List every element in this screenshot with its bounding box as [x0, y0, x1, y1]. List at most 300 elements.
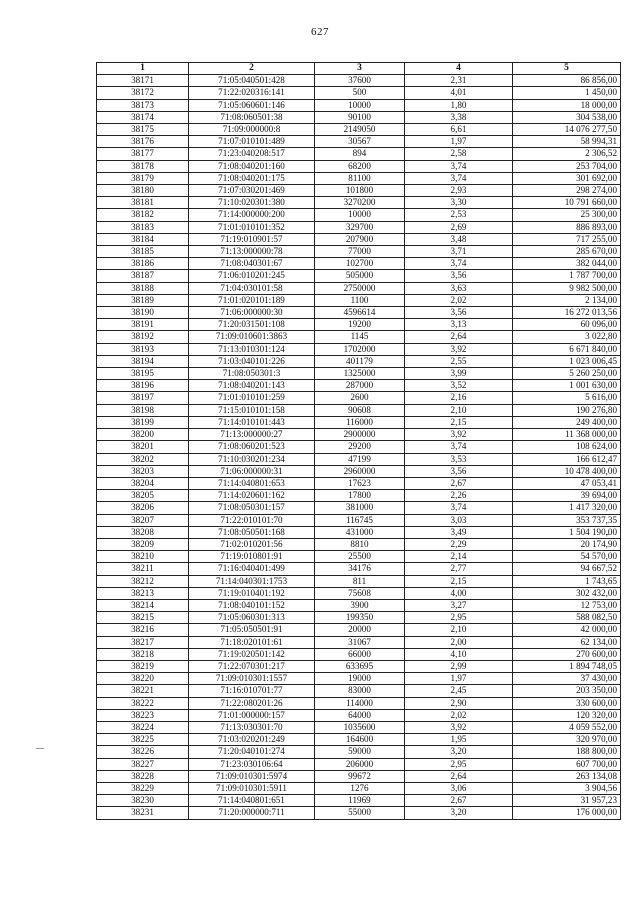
table-cell: 38223	[97, 709, 189, 721]
table-cell: 2,26	[405, 490, 513, 502]
table-cell: 58 994,31	[513, 136, 621, 148]
table-cell: 38179	[97, 172, 189, 184]
table-cell: 38195	[97, 368, 189, 380]
table-cell: 3,27	[405, 599, 513, 611]
table-cell: 10000	[315, 99, 405, 111]
table-row	[97, 599, 621, 611]
table-cell: 71:19:010801:91	[189, 551, 315, 563]
table-row	[97, 355, 621, 367]
table-cell: 71:09:010301:5911	[189, 782, 315, 794]
table-row	[97, 246, 621, 258]
table-cell: 71:14:040801:651	[189, 795, 315, 807]
table-cell: 11969	[315, 795, 405, 807]
table-row	[97, 538, 621, 550]
table-cell: 2,02	[405, 709, 513, 721]
table-cell: 11 368 000,00	[513, 429, 621, 441]
table-cell: 31 957,23	[513, 795, 621, 807]
table-row	[97, 612, 621, 624]
table-cell: 19000	[315, 673, 405, 685]
table-row	[97, 75, 621, 87]
table-cell: 71:14:020601:162	[189, 490, 315, 502]
table-cell: 38199	[97, 416, 189, 428]
table-cell: 302 432,00	[513, 587, 621, 599]
table-row	[97, 99, 621, 111]
table-cell: 38208	[97, 526, 189, 538]
table-cell: 2,99	[405, 660, 513, 672]
table-cell: 71:09:010301:1557	[189, 673, 315, 685]
table-cell: 3,06	[405, 782, 513, 794]
table-cell: 71:22:070301:217	[189, 660, 315, 672]
table-row	[97, 258, 621, 270]
table-cell: 37600	[315, 75, 405, 87]
table-row	[97, 648, 621, 660]
table-cell: 71:22:020316:141	[189, 87, 315, 99]
table-cell: 38212	[97, 575, 189, 587]
table-cell: 1,95	[405, 734, 513, 746]
table-cell: 3,92	[405, 343, 513, 355]
table-cell: 55000	[315, 807, 405, 819]
table-cell: 120 320,00	[513, 709, 621, 721]
table-cell: 71:06:000000:30	[189, 307, 315, 319]
table-cell: 2,55	[405, 355, 513, 367]
table-cell: 2149050	[315, 124, 405, 136]
table-row	[97, 233, 621, 245]
table-cell: 38185	[97, 246, 189, 258]
table-cell: 71:09:010301:5974	[189, 770, 315, 782]
table-cell: 38201	[97, 441, 189, 453]
table-cell: 38190	[97, 307, 189, 319]
table-cell: 2,53	[405, 209, 513, 221]
column-header: 3	[315, 63, 405, 75]
table-cell: 38200	[97, 429, 189, 441]
table-cell: 633695	[315, 660, 405, 672]
table-cell: 3,74	[405, 172, 513, 184]
table-cell: 10000	[315, 209, 405, 221]
table-cell: 116000	[315, 416, 405, 428]
table-cell: 71:09:010601:3863	[189, 331, 315, 343]
table-cell: 2,45	[405, 685, 513, 697]
table-cell: 38225	[97, 734, 189, 746]
table-cell: 3,53	[405, 453, 513, 465]
table-row	[97, 807, 621, 819]
table-cell: 38230	[97, 795, 189, 807]
table-cell: 811	[315, 575, 405, 587]
table-cell: 64000	[315, 709, 405, 721]
table-cell: 285 670,00	[513, 246, 621, 258]
table-cell: 4 059 552,00	[513, 721, 621, 733]
table-cell: 3,92	[405, 721, 513, 733]
table-cell: 62 134,00	[513, 636, 621, 648]
table-cell: 38198	[97, 404, 189, 416]
table-cell: 38228	[97, 770, 189, 782]
table-cell: 38213	[97, 587, 189, 599]
table-row	[97, 319, 621, 331]
table-cell: 607 700,00	[513, 758, 621, 770]
table-row	[97, 734, 621, 746]
table-cell: 38189	[97, 294, 189, 306]
table-row	[97, 587, 621, 599]
table-cell: 54 570,00	[513, 551, 621, 563]
table-cell: 2600	[315, 392, 405, 404]
table-cell: 101800	[315, 185, 405, 197]
table-cell: 38196	[97, 380, 189, 392]
table-cell: 47 053,41	[513, 477, 621, 489]
table-cell: 38175	[97, 124, 189, 136]
table-row	[97, 404, 621, 416]
table-cell: 25 300,00	[513, 209, 621, 221]
table-cell: 71:20:000000:711	[189, 807, 315, 819]
table-cell: 90608	[315, 404, 405, 416]
table-row	[97, 124, 621, 136]
table-cell: 3,49	[405, 526, 513, 538]
table-cell: 38216	[97, 624, 189, 636]
table-row	[97, 282, 621, 294]
table-cell: 2,10	[405, 624, 513, 636]
table-cell: 382 044,00	[513, 258, 621, 270]
table-cell: 1 023 006,45	[513, 355, 621, 367]
table-cell: 38180	[97, 185, 189, 197]
table-cell: 304 538,00	[513, 111, 621, 123]
table-cell: 886 893,00	[513, 221, 621, 233]
table-row	[97, 441, 621, 453]
table-cell: 38172	[97, 87, 189, 99]
table-row	[97, 624, 621, 636]
table-cell: 5 616,00	[513, 392, 621, 404]
table-cell: 38174	[97, 111, 189, 123]
table-row	[97, 148, 621, 160]
table-cell: 39 694,00	[513, 490, 621, 502]
table-cell: 38177	[97, 148, 189, 160]
table-cell: 14 076 277,50	[513, 124, 621, 136]
table-row	[97, 416, 621, 428]
table-cell: 71:05:050501:91	[189, 624, 315, 636]
table-cell: 505000	[315, 270, 405, 282]
column-header: 4	[405, 63, 513, 75]
table-body	[97, 75, 621, 819]
table-cell: 71:07:030201:469	[189, 185, 315, 197]
table-cell: 1 787 700,00	[513, 270, 621, 282]
table-cell: 9 982 500,00	[513, 282, 621, 294]
table-row	[97, 343, 621, 355]
table-cell: 4,10	[405, 648, 513, 660]
table-cell: 2,14	[405, 551, 513, 563]
table-row	[97, 307, 621, 319]
table-cell: 38219	[97, 660, 189, 672]
table-row	[97, 770, 621, 782]
table-cell: 3,20	[405, 807, 513, 819]
table-cell: 38183	[97, 221, 189, 233]
table-cell: 1,97	[405, 673, 513, 685]
table-cell: 17623	[315, 477, 405, 489]
table-cell: 1100	[315, 294, 405, 306]
table-cell: 71:19:010401:192	[189, 587, 315, 599]
table-cell: 1 417 320,00	[513, 502, 621, 514]
table-row	[97, 477, 621, 489]
table-row	[97, 429, 621, 441]
table-cell: 206000	[315, 758, 405, 770]
table-cell: 1145	[315, 331, 405, 343]
table-cell: 38176	[97, 136, 189, 148]
table-cell: 329700	[315, 221, 405, 233]
table-cell: 2,10	[405, 404, 513, 416]
table-row	[97, 209, 621, 221]
table-row	[97, 660, 621, 672]
table-cell: 71:03:040101:226	[189, 355, 315, 367]
table-row	[97, 136, 621, 148]
table-cell: 71:16:040401:499	[189, 563, 315, 575]
table-cell: 2750000	[315, 282, 405, 294]
table-cell: 71:08:060201:523	[189, 441, 315, 453]
data-table	[96, 62, 621, 820]
table-cell: 3,20	[405, 746, 513, 758]
table-cell: 1,97	[405, 136, 513, 148]
table-row	[97, 490, 621, 502]
table-cell: 71:14:040301:1753	[189, 575, 315, 587]
table-row	[97, 636, 621, 648]
table-cell: 38202	[97, 453, 189, 465]
table-cell: 108 624,00	[513, 441, 621, 453]
table-cell: 38192	[97, 331, 189, 343]
table-cell: 38215	[97, 612, 189, 624]
table-cell: 1276	[315, 782, 405, 794]
table-cell: 71:13:030301:70	[189, 721, 315, 733]
table-cell: 71:03:020201:249	[189, 734, 315, 746]
table-cell: 3,74	[405, 502, 513, 514]
table-cell: 3,56	[405, 465, 513, 477]
table-row	[97, 758, 621, 770]
table-cell: 34176	[315, 563, 405, 575]
table-cell: 71:08:040201:143	[189, 380, 315, 392]
table-cell: 2,93	[405, 185, 513, 197]
table-cell: 3270200	[315, 197, 405, 209]
table-cell: 71:08:040201:160	[189, 160, 315, 172]
table-row	[97, 294, 621, 306]
table-cell: 17800	[315, 490, 405, 502]
table-cell: 20000	[315, 624, 405, 636]
table-cell: 2,69	[405, 221, 513, 233]
table-cell: 38224	[97, 721, 189, 733]
table-row	[97, 270, 621, 282]
table-cell: 2960000	[315, 465, 405, 477]
table-cell: 10 478 400,00	[513, 465, 621, 477]
table-cell: 38205	[97, 490, 189, 502]
table-cell: 38182	[97, 209, 189, 221]
table-cell: 1035600	[315, 721, 405, 733]
table-cell: 2,31	[405, 75, 513, 87]
table-cell: 3,99	[405, 368, 513, 380]
table-row	[97, 697, 621, 709]
table-cell: 4,00	[405, 587, 513, 599]
table-cell: 166 612,47	[513, 453, 621, 465]
table-cell: 2,95	[405, 758, 513, 770]
table-cell: 3,74	[405, 441, 513, 453]
table-cell: 38218	[97, 648, 189, 660]
table-cell: 1 504 190,00	[513, 526, 621, 538]
table-cell: 71:01:020101:189	[189, 294, 315, 306]
table-cell: 3,56	[405, 270, 513, 282]
table-cell: 94 667,52	[513, 563, 621, 575]
table-cell: 71:20:031501:108	[189, 319, 315, 331]
table-cell: 320 970,00	[513, 734, 621, 746]
table-cell: 77000	[315, 246, 405, 258]
table-cell: 38188	[97, 282, 189, 294]
table-cell: 71:08:060501:38	[189, 111, 315, 123]
table-cell: 71:14:040801:653	[189, 477, 315, 489]
table-cell: 68200	[315, 160, 405, 172]
table-cell: 190 276,80	[513, 404, 621, 416]
table-cell: 1 450,00	[513, 87, 621, 99]
table-cell: 42 000,00	[513, 624, 621, 636]
table-cell: 2,67	[405, 795, 513, 807]
table-cell: 3 904,56	[513, 782, 621, 794]
table-cell: 38184	[97, 233, 189, 245]
table-cell: 71:08:040101:152	[189, 599, 315, 611]
table-cell: 38207	[97, 514, 189, 526]
table-cell: 263 134,08	[513, 770, 621, 782]
table-cell: 38204	[97, 477, 189, 489]
table-cell: 66000	[315, 648, 405, 660]
table-cell: 3,13	[405, 319, 513, 331]
table-cell: 71:08:040201:175	[189, 172, 315, 184]
table-cell: 2,67	[405, 477, 513, 489]
column-header: 5	[513, 63, 621, 75]
table-row	[97, 111, 621, 123]
table-cell: 10 791 660,00	[513, 197, 621, 209]
table-cell: 71:01:010101:352	[189, 221, 315, 233]
table-cell: 207900	[315, 233, 405, 245]
table-cell: 71:04:030101:58	[189, 282, 315, 294]
table-row	[97, 746, 621, 758]
table-cell: 1 001 630,00	[513, 380, 621, 392]
table-cell: 38214	[97, 599, 189, 611]
table-cell: 3 022,80	[513, 331, 621, 343]
table-row	[97, 160, 621, 172]
table-cell: 38227	[97, 758, 189, 770]
table-cell: 2,00	[405, 636, 513, 648]
header-row	[97, 63, 621, 75]
table-row	[97, 172, 621, 184]
table-cell: 20 174,90	[513, 538, 621, 550]
table-cell: 38173	[97, 99, 189, 111]
table-cell: 2900000	[315, 429, 405, 441]
table-cell: 102700	[315, 258, 405, 270]
table-row	[97, 221, 621, 233]
table-cell: 199350	[315, 612, 405, 624]
table-cell: 71:06:010201:245	[189, 270, 315, 282]
table-row	[97, 563, 621, 575]
table-cell: 4596614	[315, 307, 405, 319]
table-cell: 71:15:010101:158	[189, 404, 315, 416]
table-cell: 71:01:000000:157	[189, 709, 315, 721]
table-cell: 71:22:080201:26	[189, 697, 315, 709]
table-cell: 2,58	[405, 148, 513, 160]
table-cell: 38210	[97, 551, 189, 563]
table-cell: 6,61	[405, 124, 513, 136]
table-cell: 86 856,00	[513, 75, 621, 87]
table-cell: 71:19:020501:142	[189, 648, 315, 660]
table-cell: 1702000	[315, 343, 405, 355]
table-cell: 249 400,00	[513, 416, 621, 428]
table-cell: 30567	[315, 136, 405, 148]
table-cell: 6 671 840,00	[513, 343, 621, 355]
table-row	[97, 709, 621, 721]
table-cell: 38181	[97, 197, 189, 209]
table-cell: 71:05:040501:428	[189, 75, 315, 87]
table-cell: 71:02:010201:56	[189, 538, 315, 550]
table-cell: 500	[315, 87, 405, 99]
table-cell: 71:19:010901:57	[189, 233, 315, 245]
table-row	[97, 185, 621, 197]
table-cell: 2,95	[405, 612, 513, 624]
table-cell: 3,74	[405, 258, 513, 270]
table-cell: 3,30	[405, 197, 513, 209]
table-cell: 38231	[97, 807, 189, 819]
table-cell: 401179	[315, 355, 405, 367]
table-cell: 8810	[315, 538, 405, 550]
table-cell: 71:08:050501:168	[189, 526, 315, 538]
table-cell: 71:08:040301:67	[189, 258, 315, 270]
table-row	[97, 392, 621, 404]
table-cell: 2,90	[405, 697, 513, 709]
table-row	[97, 673, 621, 685]
table-cell: 2,15	[405, 416, 513, 428]
table-row	[97, 575, 621, 587]
table-cell: 71:01:010101:259	[189, 392, 315, 404]
table-row	[97, 685, 621, 697]
table-cell: 717 255,00	[513, 233, 621, 245]
table-cell: 59000	[315, 746, 405, 758]
table-cell: 3,52	[405, 380, 513, 392]
table-cell: 3,63	[405, 282, 513, 294]
table-cell: 71:14:000000:200	[189, 209, 315, 221]
table-cell: 1 743,65	[513, 575, 621, 587]
table-cell: 2,16	[405, 392, 513, 404]
table-cell: 3,56	[405, 307, 513, 319]
table-row	[97, 782, 621, 794]
table-cell: 2,77	[405, 563, 513, 575]
table-cell: 298 274,00	[513, 185, 621, 197]
table-row	[97, 331, 621, 343]
table-cell: 71:23:030106:64	[189, 758, 315, 770]
table-cell: 90100	[315, 111, 405, 123]
table-row	[97, 87, 621, 99]
table-cell: 588 082,50	[513, 612, 621, 624]
table-row	[97, 514, 621, 526]
table-cell: 1325000	[315, 368, 405, 380]
table-cell: 18 000,00	[513, 99, 621, 111]
table-cell: 1 894 748,05	[513, 660, 621, 672]
table-cell: 83000	[315, 685, 405, 697]
table-cell: 2,64	[405, 331, 513, 343]
table-cell: 71:23:040208:517	[189, 148, 315, 160]
table-cell: 29200	[315, 441, 405, 453]
table-cell: 38206	[97, 502, 189, 514]
table-cell: 330 600,00	[513, 697, 621, 709]
table-cell: 31067	[315, 636, 405, 648]
table-cell: 38194	[97, 355, 189, 367]
table-cell: 176 000,00	[513, 807, 621, 819]
table-cell: 38226	[97, 746, 189, 758]
table-cell: 99672	[315, 770, 405, 782]
table-cell: 75608	[315, 587, 405, 599]
table-row	[97, 795, 621, 807]
table-cell: 38221	[97, 685, 189, 697]
table-cell: 270 600,00	[513, 648, 621, 660]
table-cell: 203 350,00	[513, 685, 621, 697]
table-cell: 71:06:000000:31	[189, 465, 315, 477]
table-cell: 2,02	[405, 294, 513, 306]
table-cell: 71:05:060301:313	[189, 612, 315, 624]
